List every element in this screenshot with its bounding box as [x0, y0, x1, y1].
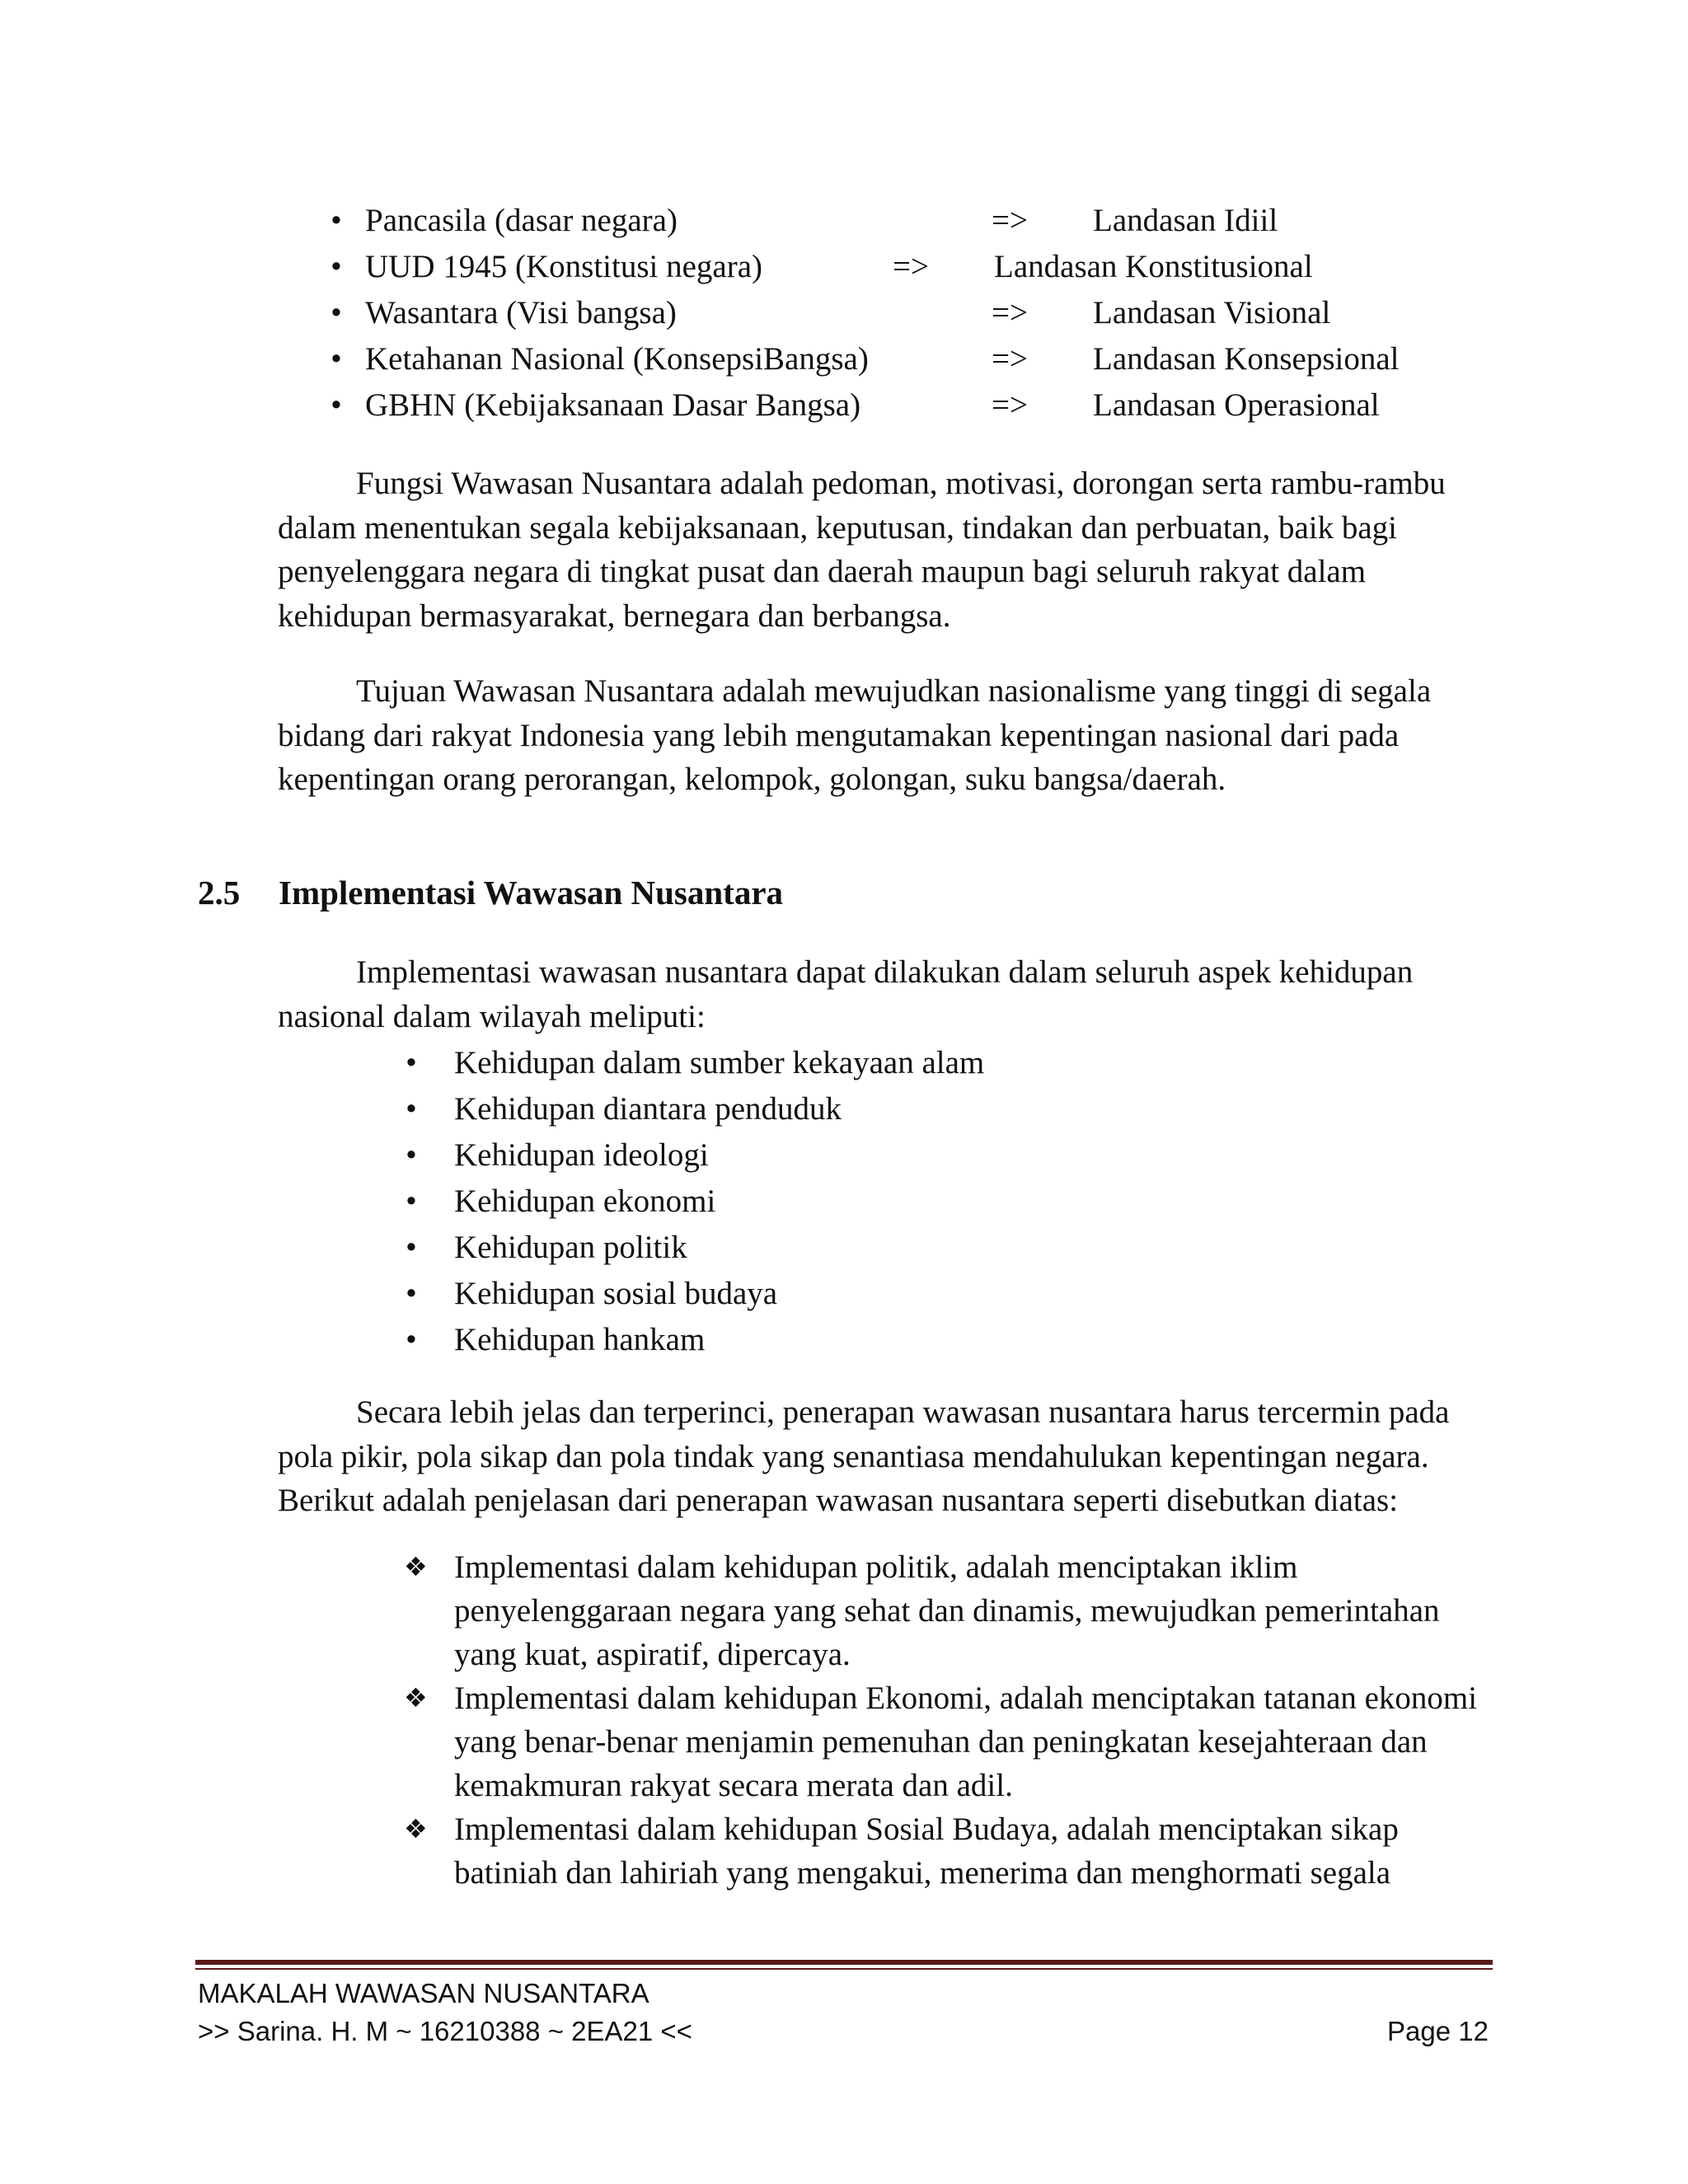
list-item-text: Implementasi dalam kehidupan politik, adalah menciptakan iklim penyelenggaraan negara yang sehat dan dinamis, mewujudkan pemerintahan yang kuat, aspiratif, dipercaya.: [454, 1549, 1440, 1672]
kehidupan-list: [400, 1040, 984, 1363]
landasan: Landasan Idiil: [1093, 203, 1278, 238]
list-item-text: Kehidupan politik: [454, 1230, 687, 1265]
bullet-icon: •: [331, 341, 342, 377]
landasan: Landasan Konsepsional: [1093, 341, 1400, 377]
foundation-label: Ketahanan Nasional (KonsepsiBangsa): [365, 341, 869, 377]
foundation-item: [320, 198, 1688, 244]
list-item: [400, 1225, 984, 1271]
implementasi-intro: Implementasi wawasan nusantara dapat dilakukan dalam seluruh aspek kehidupan nasional dalam wilayah meliputi:: [278, 954, 1414, 1034]
arrow: =>: [992, 295, 1028, 330]
list-item: [400, 1179, 984, 1225]
section-number: 2.5: [198, 874, 241, 912]
list-item: [404, 1807, 1492, 1895]
list-item-text: Implementasi dalam kehidupan Sosial Budaya, adalah menciptakan sikap batiniah dan lahiriah yang mengakui, menerima dan menghormati segala: [454, 1811, 1399, 1891]
bullet-icon: •: [331, 203, 342, 238]
bullet-icon: •: [331, 387, 342, 423]
implementasi-list: [404, 1545, 1492, 1895]
section-title: Implementasi Wawasan Nusantara: [279, 874, 784, 912]
page-number: Page 12: [1387, 2016, 1489, 2046]
bullet-icon: •: [406, 1137, 417, 1173]
bullet-icon: •: [331, 249, 342, 284]
list-item-text: Implementasi dalam kehidupan Ekonomi, adalah menciptakan tatanan ekonomi yang benar-benar menjamin pemenuhan dan peningkatan kesejahteraan dan kemakmuran rakyat secara merata dan adil.: [454, 1680, 1478, 1803]
footer-rule: [195, 1960, 1493, 1965]
bullet-icon: •: [406, 1091, 417, 1127]
fungsi-paragraph: Fungsi Wawasan Nusantara adalah pedoman, motivasi, dorongan serta rambu-rambu dalam menentukan segala kebijaksanaan, keputusan, tindakan dan perbuatan, baik bagi penyelenggara negara di tingkat pusat dan daerah maupun bagi seluruh rakyat dalam kehidupan bermasyarakat, bernegara dan berbangsa.: [278, 466, 1446, 634]
diamond-bullet-icon: ❖: [404, 1551, 428, 1582]
footer-author: >> Sarina. H. M ~ 16210388 ~ 2EA21 <<: [198, 2016, 692, 2046]
list-item-text: Kehidupan dalam sumber kekayaan alam: [454, 1045, 985, 1080]
landasan: Landasan Visional: [1093, 295, 1331, 330]
bullet-icon: •: [406, 1276, 417, 1311]
diamond-bullet-icon: ❖: [404, 1813, 428, 1844]
section-heading: [198, 869, 783, 916]
landasan: Landasan Operasional: [1093, 387, 1380, 423]
list-item: [400, 1040, 984, 1086]
foundation-item: [320, 336, 1688, 382]
secara-paragraph: Secara lebih jelas dan terperinci, penerapan wawasan nusantara harus tercermin pada pola pikir, pola sikap dan pola tindak yang senantiasa mendahulukan kepentingan negara. Berikut adalah penjelasan dari penerapan wawasan nusantara seperti disebutkan diatas:: [278, 1394, 1450, 1518]
foundation-label: UUD 1945 (Konstitusi negara): [365, 249, 762, 284]
list-item-text: Kehidupan hankam: [454, 1322, 706, 1357]
bullet-icon: •: [406, 1230, 417, 1265]
bullet-icon: •: [406, 1183, 417, 1219]
list-item: [404, 1676, 1492, 1807]
foundation-label: GBHN (Kebijaksanaan Dasar Bangsa): [365, 387, 861, 423]
landasan: Landasan Konstitusional: [994, 249, 1313, 284]
list-item: [400, 1086, 984, 1132]
foundation-item: [320, 382, 1688, 429]
list-item-text: Kehidupan sosial budaya: [454, 1276, 778, 1311]
arrow: =>: [992, 341, 1028, 377]
footer-rule-thin: [195, 1968, 1493, 1970]
tujuan-paragraph: Tujuan Wawasan Nusantara adalah mewujudkan nasionalisme yang tinggi di segala bidang dari rakyat Indonesia yang lebih mengutamakan kepentingan nasional dari pada kepentingan orang perorangan, kelompok, golongan, suku bangsa/daerah.: [278, 673, 1432, 797]
arrow: =>: [992, 387, 1028, 423]
bullet-icon: •: [331, 295, 342, 330]
foundation-label: Pancasila (dasar negara): [365, 203, 678, 238]
foundation-label: Wasantara (Visi bangsa): [365, 295, 677, 330]
arrow: =>: [992, 203, 1028, 238]
list-item-text: Kehidupan diantara penduduk: [454, 1091, 842, 1127]
list-item: [404, 1545, 1492, 1676]
bullet-icon: •: [406, 1045, 417, 1080]
footer-title: MAKALAH WAWASAN NUSANTARA: [198, 1978, 649, 2008]
foundation-item: [320, 244, 1688, 290]
list-item: [400, 1271, 984, 1317]
foundation-item: [320, 290, 1688, 336]
list-item-text: Kehidupan ideologi: [454, 1137, 709, 1173]
bullet-icon: •: [406, 1322, 417, 1357]
list-item: [400, 1132, 984, 1179]
list-item: [400, 1317, 984, 1363]
list-item-text: Kehidupan ekonomi: [454, 1183, 716, 1219]
diamond-bullet-icon: ❖: [404, 1682, 428, 1713]
arrow: =>: [893, 249, 929, 284]
